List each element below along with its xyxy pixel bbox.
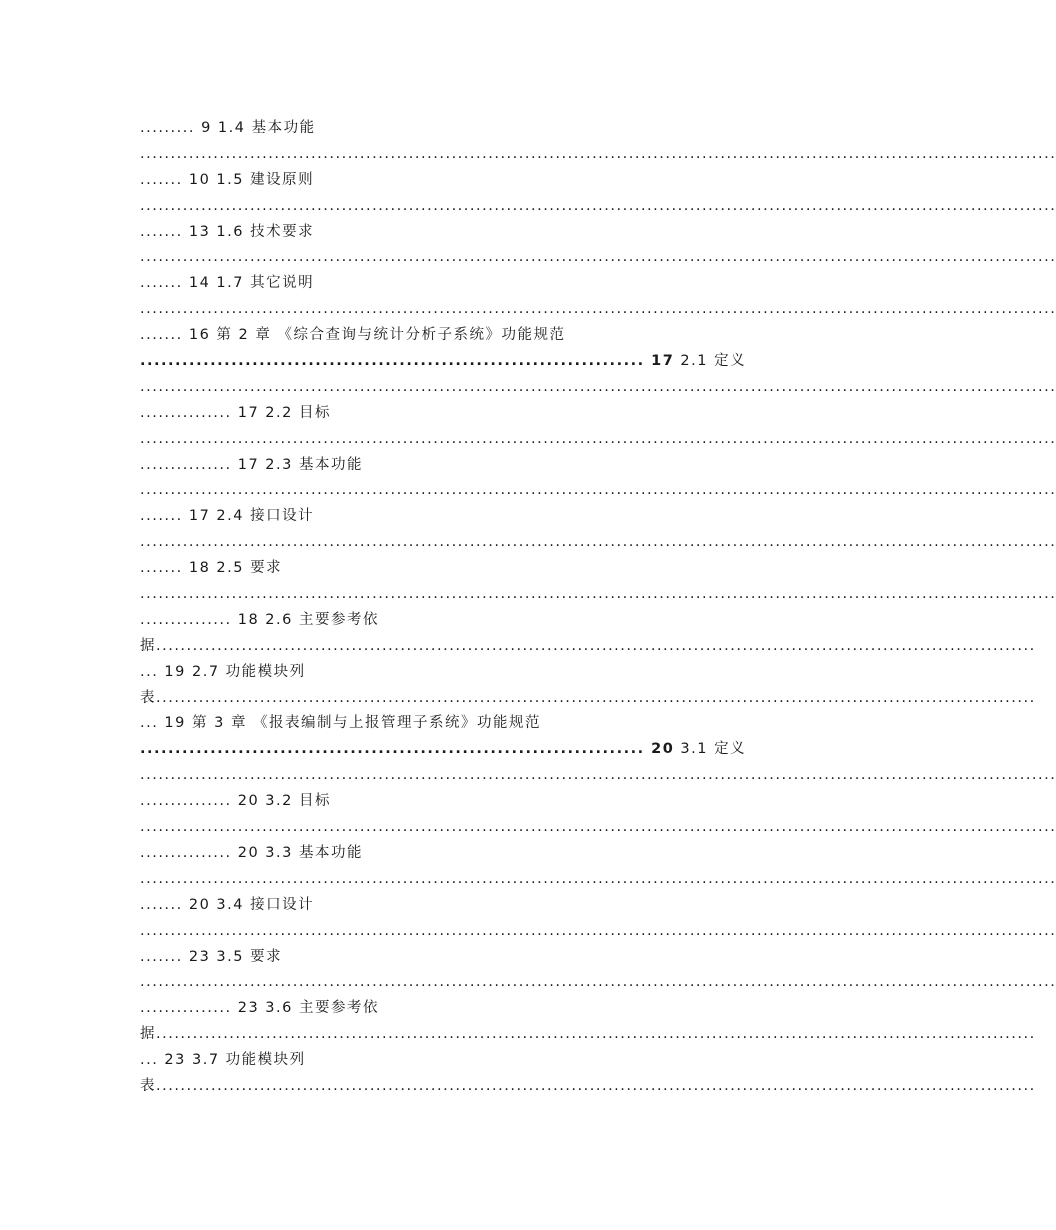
toc-line-text: ...................................................................................................................................................... [140, 378, 1056, 395]
toc-line-text: ... 19 第 3 章 《报表编制与上报管理子系统》功能规范 [140, 715, 542, 732]
toc-line[interactable] [140, 220, 810, 246]
toc-line[interactable] [140, 841, 810, 867]
toc-line-text: ........................................................................ 20 [140, 741, 675, 758]
toc-line[interactable] [140, 970, 1056, 996]
toc-line-text: ............... 20 3.3 基本功能 [140, 844, 363, 861]
toc-line[interactable] [140, 556, 810, 582]
toc-line[interactable] [140, 711, 810, 737]
toc-line[interactable] [140, 504, 810, 530]
toc-line[interactable] [140, 478, 1056, 504]
toc-line-text: 据................................................................................................................................................ [140, 637, 1036, 654]
toc-line-text: ...................................................................................................................................................... [140, 767, 1056, 784]
toc-line[interactable] [140, 349, 810, 375]
toc-line[interactable] [140, 996, 810, 1022]
toc-line-text: ...................................................................................................................................................... [140, 145, 1056, 162]
toc-line-text: ....... 16 第 2 章 《综合查询与统计分析子系统》功能规范 [140, 327, 566, 344]
toc-line[interactable] [140, 893, 810, 919]
toc-line-text: ...................................................................................................................................................... [140, 534, 1056, 551]
toc-line[interactable] [140, 530, 1056, 556]
toc-line[interactable] [140, 168, 810, 194]
toc-line[interactable] [140, 919, 1056, 945]
table-of-contents [140, 116, 1056, 1100]
toc-line-text: ...................................................................................................................................................... [140, 922, 1056, 939]
toc-line-text: 据................................................................................................................................................ [140, 1026, 1036, 1043]
toc-line[interactable] [140, 453, 810, 479]
toc-line-text: ...................................................................................................................................................... [140, 301, 1056, 318]
toc-line-text: ...................................................................................................................................................... [140, 249, 1056, 266]
toc-line-text: ... 23 3.7 功能模块列 [140, 1052, 306, 1069]
toc-line[interactable] [140, 789, 810, 815]
toc-line-text: ...................................................................................................................................................... [140, 197, 1056, 214]
toc-line[interactable] [140, 271, 810, 297]
toc-line-text: ....... 14 1.7 其它说明 [140, 275, 315, 292]
toc-line-text: ...................................................................................................................................................... [140, 819, 1056, 836]
toc-line[interactable] [140, 401, 810, 427]
toc-line[interactable] [140, 297, 1056, 323]
toc-line[interactable] [140, 1048, 810, 1074]
toc-line-text: ....... 13 1.6 技术要求 [140, 223, 315, 240]
toc-line-text: ....... 23 3.5 要求 [140, 948, 283, 965]
toc-line[interactable] [140, 116, 810, 142]
toc-line-text: ...................................................................................................................................................... [140, 430, 1056, 447]
toc-line-text: ...................................................................................................................................................... [140, 870, 1056, 887]
toc-line-text: 表................................................................................................................................................ [140, 689, 1036, 706]
toc-line[interactable] [140, 194, 1056, 220]
toc-line-text: ...................................................................................................................................................... [140, 586, 1056, 603]
toc-line-text: ....... 20 3.4 接口设计 [140, 896, 315, 913]
toc-line-text: ............... 20 3.2 目标 [140, 793, 331, 810]
toc-line[interactable] [140, 945, 810, 971]
toc-line[interactable] [140, 245, 1056, 271]
toc-line-text: ............... 17 2.3 基本功能 [140, 456, 363, 473]
toc-line[interactable] [140, 763, 1056, 789]
toc-line-text: ...................................................................................................................................................... [140, 974, 1056, 991]
toc-line-text: ........................................................................ 17 [140, 353, 675, 370]
toc-line-text: 表................................................................................................................................................ [140, 1077, 1036, 1094]
toc-line[interactable] [140, 1022, 1036, 1048]
toc-line[interactable] [140, 867, 1056, 893]
toc-line-text: ............... 17 2.2 目标 [140, 404, 331, 421]
toc-line-text: ............... 23 3.6 主要参考依 [140, 1000, 379, 1017]
toc-line[interactable] [140, 815, 1056, 841]
toc-line-text: ....... 17 2.4 接口设计 [140, 508, 315, 525]
toc-line-title: 3.1 定义 [674, 741, 747, 758]
toc-line[interactable] [140, 737, 810, 763]
toc-line[interactable] [140, 1074, 1036, 1100]
toc-line-text: ... 19 2.7 功能模块列 [140, 663, 306, 680]
toc-line[interactable] [140, 582, 1056, 608]
toc-line[interactable] [140, 142, 1056, 168]
toc-line[interactable] [140, 686, 1036, 712]
toc-line-text: ....... 18 2.5 要求 [140, 560, 283, 577]
toc-line-text: ....... 10 1.5 建设原则 [140, 171, 315, 188]
toc-line[interactable] [140, 375, 1056, 401]
toc-line-title: 2.1 定义 [674, 353, 747, 370]
toc-line[interactable] [140, 634, 1036, 660]
toc-line-text: ............... 18 2.6 主要参考依 [140, 611, 379, 628]
toc-line[interactable] [140, 608, 810, 634]
toc-line[interactable] [140, 660, 810, 686]
toc-line-text: ......... 9 1.4 基本功能 [140, 120, 316, 136]
toc-line[interactable] [140, 427, 1056, 453]
toc-line-text: ...................................................................................................................................................... [140, 482, 1056, 499]
toc-line[interactable] [140, 323, 810, 349]
